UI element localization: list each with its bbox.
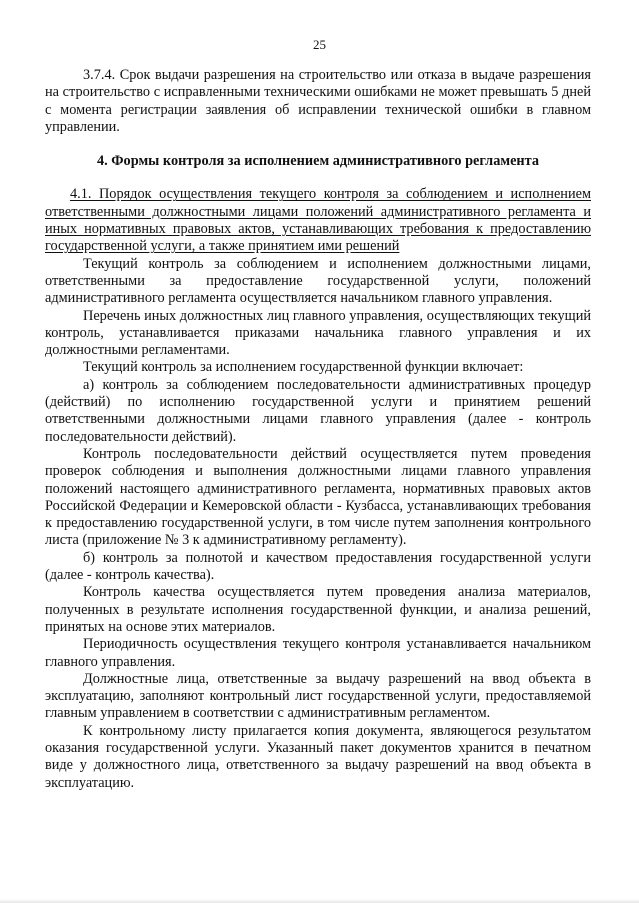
page-number: 25 [313,37,326,52]
paragraph-control-includes: Текущий контроль за исполнением государственной функции включает: [83,359,524,376]
paragraph-quality-control: Контроль качества осуществляется путем проведения анализа материалов, полученных в результате исполнения государственной функции, и анализа решений, принятых на основе этих материалов. [45,584,591,635]
paragraph-sequence-control: Контроль последовательности действий осуществляется путем проведения проверок соблюдения и выполнения должностными лицами главного управления положений настоящего административного регламента, нормативных правовых актов Российской Федерации и Кемеровской области - Кузбасса, устанавливающих требования к предоставлению государственной услуги, в том числе путем заполнения контрольного листа (приложение № 3 к административному регламенту). [45,445,591,549]
paragraph-current-control: Текущий контроль за соблюдением и исполнением должностными лицами, ответственными за предоставление государственной услуги, положений административного регламента осуществляется начальником главного управления. [45,255,591,307]
paragraph-attachment: К контрольному листу прилагается копия документа, являющегося результатом оказания государственной услуги. Указанный пакет документов хранится в печатном виде у должностного лица, ответственного за выдачу разрешений на ввод объекта в эксплуатацию. [45,722,591,791]
subsection-4-1-heading: 4.1. Порядок осуществления текущего контроля за соблюдением и исполнением ответственными должностными лицами положений административного регламента и иных нормативных правовых актов, устанавливающих требования к предоставлению государственной услуги, а также принятием ими решений [45,186,591,255]
document-body [45,67,591,792]
paragraph-officials-fill: Должностные лица, ответственные за выдачу разрешений на ввод объекта в эксплуатацию, заполняют контрольный лист государственной услуги, предоставляемой главным управлением в соответствии с административным регламентом. [45,670,591,722]
section-4-heading: 4. Формы контроля за исполнением административного регламента [96,153,540,170]
paragraph-officials-list: Перечень иных должностных лиц главного управления, осуществляющих текущий контроль, устанавливается приказами начальника главного управления и их должностными регламентами. [45,307,591,359]
scan-bottom-edge [0,899,639,903]
paragraph-item-a: а) контроль за соблюдением последовательности административных процедур (действий) по исполнению государственной услуги и принятием решений ответственными должностными лицами главного управления (далее - контроль последовательности действий). [45,376,591,445]
paragraph-3-7-4: 3.7.4. Срок выдачи разрешения на строительство или отказа в выдаче разрешения на строительство с исправленными техническими ошибками не может превышать 5 дней с момента регистрации заявления об исправлении технической ошибки в главном управлении. [45,67,591,135]
paragraph-item-b: б) контроль за полнотой и качеством предоставления государственной услуги (далее - контроль качества). [45,549,591,584]
paragraph-periodicity: Периодичность осуществления текущего контроля устанавливается начальником главного управления. [45,636,591,670]
